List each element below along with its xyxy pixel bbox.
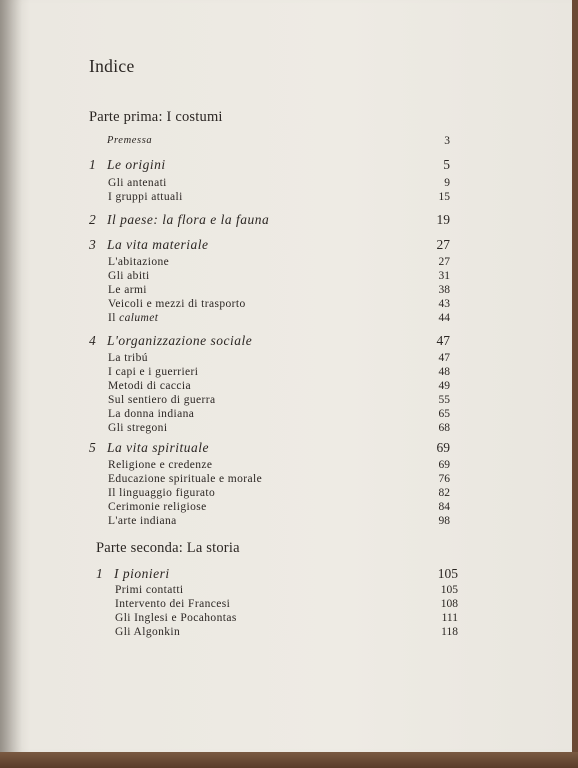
- entry-page: 108: [440, 598, 458, 610]
- chapter-title: L'organizzazione sociale: [107, 333, 253, 348]
- toc-entry: [89, 134, 489, 150]
- entry-label: Gli antenati: [108, 177, 167, 189]
- entry-page: 44: [438, 312, 450, 324]
- entry-page: 27: [438, 256, 450, 268]
- chapter-entry: [89, 213, 489, 229]
- chapter-page: 69: [436, 440, 450, 455]
- entry-label: Intervento dei Francesi: [115, 598, 231, 610]
- chapter-entry: [96, 567, 496, 583]
- entry-page: 84: [438, 501, 450, 513]
- page-gutter-shadow: [0, 0, 22, 752]
- entry-page: 68: [438, 422, 450, 434]
- entry-page: 82: [438, 487, 450, 499]
- entry-label-plain: Il: [108, 312, 116, 324]
- entry-page: 38: [438, 284, 450, 296]
- chapter-page: 5: [443, 157, 450, 172]
- part-title: Parte prima: I costumi: [89, 109, 223, 125]
- chapter-number: 3: [89, 237, 97, 252]
- entry-label: Educazione spirituale e morale: [108, 473, 263, 485]
- chapter-number: 5: [89, 440, 97, 455]
- table-surface: [0, 752, 578, 768]
- entry-label: Premessa: [107, 135, 153, 146]
- entry-label: I gruppi attuali: [108, 191, 183, 203]
- entry-page: 118: [441, 626, 458, 638]
- chapter-page: 47: [436, 333, 450, 348]
- index-heading: Indice: [89, 56, 135, 76]
- chapter-page: 105: [437, 566, 458, 581]
- chapter-entry: [89, 158, 489, 174]
- entry-label: Metodi di caccia: [108, 380, 192, 392]
- entry-page: 49: [438, 380, 450, 392]
- entry-label: Gli abiti: [108, 270, 150, 282]
- entry-page: 111: [441, 612, 458, 624]
- chapter-title: La vita spirituale: [107, 440, 210, 455]
- entry-page: 47: [438, 352, 450, 364]
- chapter-page: 19: [436, 212, 450, 227]
- entry-page: 43: [438, 298, 450, 310]
- chapter-entry: [89, 334, 489, 350]
- entry-label: I capi e i guerrieri: [108, 366, 199, 378]
- entry-label: La donna indiana: [108, 408, 195, 420]
- toc-entry: [89, 311, 489, 327]
- entry-label: [108, 311, 158, 325]
- entry-page: 55: [438, 394, 450, 406]
- chapter-title: Le origini: [107, 157, 166, 172]
- entry-label: Gli stregoni: [108, 422, 168, 434]
- chapter-title: La vita materiale: [107, 237, 209, 252]
- chapter-number: 1: [89, 157, 97, 172]
- entry-page: 3: [444, 135, 450, 147]
- entry-page: 76: [438, 473, 450, 485]
- chapter-title: Il paese: la flora e la fauna: [107, 212, 270, 227]
- entry-label: La tribú: [108, 352, 148, 364]
- entry-page: 9: [444, 177, 450, 189]
- part-title: Parte seconda: La storia: [96, 540, 240, 556]
- entry-label: Cerimonie religiose: [108, 501, 207, 513]
- toc-entry: [89, 190, 489, 206]
- entry-label: Il linguaggio figurato: [108, 487, 216, 499]
- entry-label: L'arte indiana: [108, 515, 177, 527]
- entry-page: 69: [438, 459, 450, 471]
- toc-entry: [96, 625, 496, 641]
- chapter-title: I pionieri: [114, 566, 170, 581]
- chapter-entry: [89, 238, 489, 254]
- entry-label: Primi contatti: [115, 584, 184, 596]
- chapter-number: 2: [89, 212, 97, 227]
- entry-label: Religione e credenze: [108, 459, 213, 471]
- entry-label: Veicoli e mezzi di trasporto: [108, 298, 246, 310]
- entry-page: 48: [438, 366, 450, 378]
- entry-page: 105: [440, 584, 458, 596]
- chapter-number: 4: [89, 333, 97, 348]
- chapter-number: 1: [96, 566, 104, 581]
- chapter-page: 27: [436, 237, 450, 252]
- entry-page: 15: [438, 191, 450, 203]
- entry-page: 65: [438, 408, 450, 420]
- entry-label: Gli Inglesi e Pocahontas: [115, 612, 237, 624]
- entry-label-italic: calumet: [119, 312, 159, 324]
- entry-label: Sul sentiero di guerra: [108, 394, 216, 406]
- entry-label: Le armi: [108, 284, 147, 296]
- entry-label: L'abitazione: [108, 256, 170, 268]
- toc-entry: [89, 514, 489, 530]
- entry-label: Gli Algonkin: [115, 626, 181, 638]
- toc-entry: [89, 421, 489, 437]
- chapter-entry: [89, 441, 489, 457]
- entry-page: 98: [438, 515, 450, 527]
- entry-page: 31: [438, 270, 450, 282]
